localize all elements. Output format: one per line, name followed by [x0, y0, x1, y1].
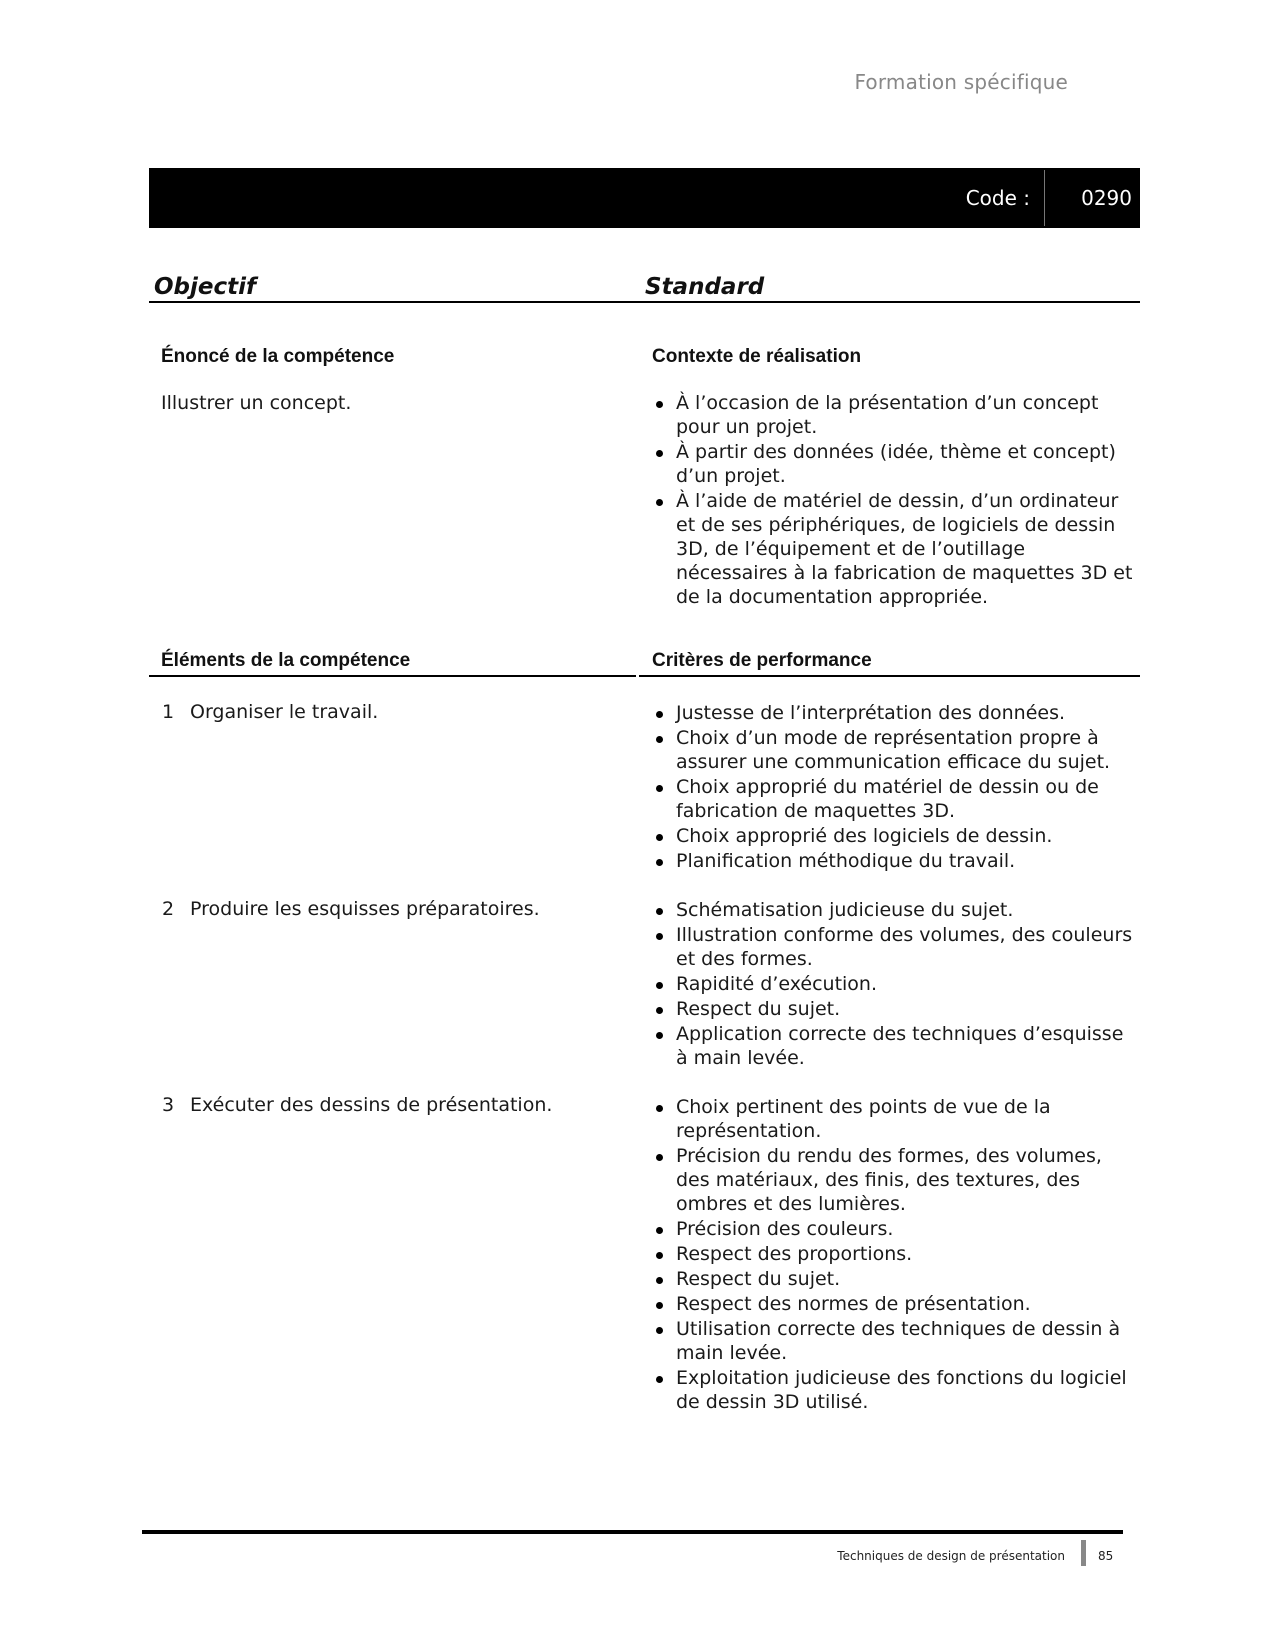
element-text: Exécuter des dessins de présentation.	[190, 1094, 553, 1116]
list-item: Choix d’un mode de représentation propre à assurer une communication efficace du sujet.	[653, 726, 1139, 774]
element-number: 1	[162, 701, 175, 723]
list-item: Respect du sujet.	[653, 1267, 1139, 1291]
footer-rule	[142, 1530, 1123, 1534]
list-item: Respect du sujet.	[653, 997, 1139, 1021]
footer-title: Techniques de design de présentation	[837, 1549, 1065, 1563]
list-item: Illustration conforme des volumes, des couleurs et des formes.	[653, 923, 1139, 971]
code-value: 0290	[1081, 186, 1132, 210]
criteria-list	[653, 701, 1139, 874]
list-item: Justesse de l’interprétation des données.	[653, 701, 1139, 725]
column-heading-rule	[149, 301, 1140, 303]
list-item: Respect des normes de présentation.	[653, 1292, 1139, 1316]
list-item: Utilisation correcte des techniques de dessin à main levée.	[653, 1317, 1139, 1365]
contexte-list	[653, 391, 1133, 610]
list-item: Rapidité d’exécution.	[653, 972, 1139, 996]
element-text: Produire les esquisses préparatoires.	[190, 898, 540, 920]
code-label: Code :	[965, 186, 1030, 210]
list-item: Choix pertinent des points de vue de la représentation.	[653, 1095, 1139, 1143]
code-separator	[1044, 170, 1045, 226]
objectif-heading: Objectif	[154, 274, 257, 300]
element-item	[162, 700, 378, 724]
list-item: Planification méthodique du travail.	[653, 849, 1139, 873]
element-item	[162, 1093, 552, 1117]
enonce-heading: Énoncé de la compétence	[161, 346, 395, 367]
list-item: Exploitation judicieuse des fonctions du logiciel de dessin 3D utilisé.	[653, 1366, 1139, 1414]
element-text: Organiser le travail.	[190, 701, 379, 723]
elements-rule	[149, 675, 636, 677]
elements-heading: Éléments de la compétence	[161, 650, 411, 671]
section-label: Formation spécifique	[854, 70, 1068, 94]
list-item: Choix approprié du matériel de dessin ou de fabrication de maquettes 3D.	[653, 775, 1139, 823]
list-item: À l’aide de matériel de dessin, d’un ordinateur et de ses périphériques, de logiciels de dessin 3D, de l’équipement et de l’outillage nécessaires à la fabrication de maquettes 3D et de la documentation appropriée.	[653, 489, 1133, 609]
list-item: Précision du rendu des formes, des volumes, des matériaux, des finis, des textures, des ombres et des lumières.	[653, 1144, 1139, 1216]
list-item: Choix approprié des logiciels de dessin.	[653, 824, 1139, 848]
list-item: À l’occasion de la présentation d’un concept pour un projet.	[653, 391, 1133, 439]
criteres-rule	[639, 675, 1140, 677]
list-item: Schématisation judicieuse du sujet.	[653, 898, 1139, 922]
page-number: 85	[1098, 1549, 1114, 1563]
element-number: 3	[162, 1094, 175, 1116]
list-item: Application correcte des techniques d’esquisse à main levée.	[653, 1022, 1139, 1070]
list-item: Précision des couleurs.	[653, 1217, 1139, 1241]
standard-heading: Standard	[645, 274, 765, 300]
element-number: 2	[162, 898, 175, 920]
criteria-list	[653, 1095, 1139, 1415]
enonce-text: Illustrer un concept.	[161, 392, 352, 414]
list-item: Respect des proportions.	[653, 1242, 1139, 1266]
criteres-heading: Critères de performance	[652, 650, 872, 671]
contexte-heading: Contexte de réalisation	[652, 346, 862, 367]
code-bar	[149, 168, 1140, 228]
criteria-list	[653, 898, 1139, 1071]
list-item: À partir des données (idée, thème et concept) d’un projet.	[653, 440, 1133, 488]
footer-separator	[1081, 1540, 1086, 1566]
element-item	[162, 897, 540, 921]
